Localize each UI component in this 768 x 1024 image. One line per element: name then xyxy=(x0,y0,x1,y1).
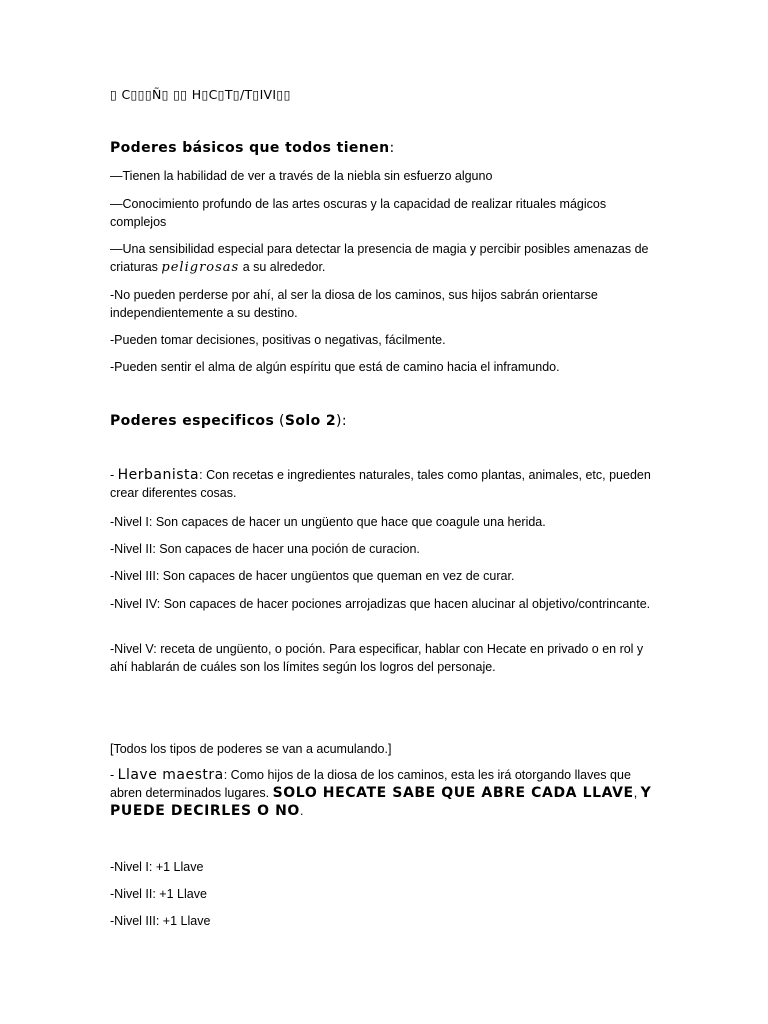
master-key-emphasis-1: SOLO HECATE SABE QUE ABRE CADA LLAVE xyxy=(272,785,634,801)
basic-power-item: —Conocimiento profundo de las artes oscuras y la capacidad de realizar rituales mágicos complejos xyxy=(110,197,607,229)
master-key-level: -Nivel I: +1 Llave xyxy=(110,860,204,874)
master-key-dash: - xyxy=(110,768,118,782)
document-title: ▯ C▯▯▯Ñ▯ ▯▯ H▯C▯T▯/T▯IVI▯▯ xyxy=(110,87,291,102)
basic-power-item: -No pueden perderse por ahí, al ser la diosa de los caminos, sus hijos sabrán orientarse independientemente a su destino. xyxy=(110,288,598,320)
basic-power-item-tail: a su alrededor. xyxy=(242,260,326,274)
herbalist-level: -Nivel III: Son capaces de hacer ungüentos que queman en vez de curar. xyxy=(110,569,515,583)
specific-powers-heading-text: Poderes especificos xyxy=(110,413,275,429)
basic-power-item: -Pueden sentir el alma de algún espíritu que está de camino hacia el inframundo. xyxy=(110,360,560,374)
specific-powers-paren-close: ): xyxy=(336,413,348,429)
herbalist-description: : Con recetas e ingredientes naturales, tales como plantas, animales, etc, pueden crear diferentes cosas. xyxy=(110,468,651,500)
herbalist-power xyxy=(110,466,660,502)
master-key-level: -Nivel III: +1 Llave xyxy=(110,914,211,928)
master-key-power xyxy=(110,766,660,820)
master-key-emphasis-2: Y PUEDE DECIRLES O NO xyxy=(110,785,652,819)
specific-powers-heading xyxy=(110,412,660,430)
specific-powers-paren-open: ( xyxy=(274,413,285,429)
master-key-comma: , xyxy=(633,786,641,800)
master-key-level: -Nivel II: +1 Llave xyxy=(110,887,207,901)
master-key-description: : Como hijos de la diosa de los caminos, esta les irá otorgando llaves que abren determinados lugares. xyxy=(110,768,631,800)
basic-power-item-text: —Una sensibilidad especial para detectar la presencia de magia y percibir posibles amenazas de criaturas xyxy=(110,242,649,274)
herbalist-level: -Nivel I: Son capaces de hacer un ungüento que hace que coagule una herida. xyxy=(110,515,546,529)
basic-power-item xyxy=(110,240,660,277)
basic-powers-heading-colon: : xyxy=(389,140,395,156)
herbalist-level: -Nivel II: Son capaces de hacer una poción de curacion. xyxy=(110,542,420,556)
basic-power-item: —Tienen la habilidad de ver a través de la niebla sin esfuerzo alguno xyxy=(110,169,493,183)
herbalist-dash: - xyxy=(110,468,118,482)
accumulation-note: [Todos los tipos de poderes se van a acumulando.] xyxy=(110,742,392,756)
basic-power-item: -Pueden tomar decisiones, positivas o negativas, fácilmente. xyxy=(110,333,446,347)
master-key-name: Llave maestra xyxy=(117,767,224,783)
master-key-period: . xyxy=(299,804,304,818)
basic-powers-heading-text: Poderes básicos que todos tienen xyxy=(110,140,390,156)
herbalist-level: -Nivel V: receta de ungüento, o poción. Para especificar, hablar con Hecate en privado o en rol y ahí hablarán de cuáles son los límites según los logros del personaje. xyxy=(110,642,644,674)
herbalist-level: -Nivel IV: Son capaces de hacer pociones arrojadizas que hacen alucinar al objetivo/contrincante. xyxy=(110,597,651,611)
basic-powers-heading xyxy=(110,139,660,157)
herbalist-name: Herbanista xyxy=(117,467,200,483)
basic-power-italic-word: peligrosas xyxy=(161,260,240,275)
specific-powers-solo: Solo 2 xyxy=(284,413,337,429)
